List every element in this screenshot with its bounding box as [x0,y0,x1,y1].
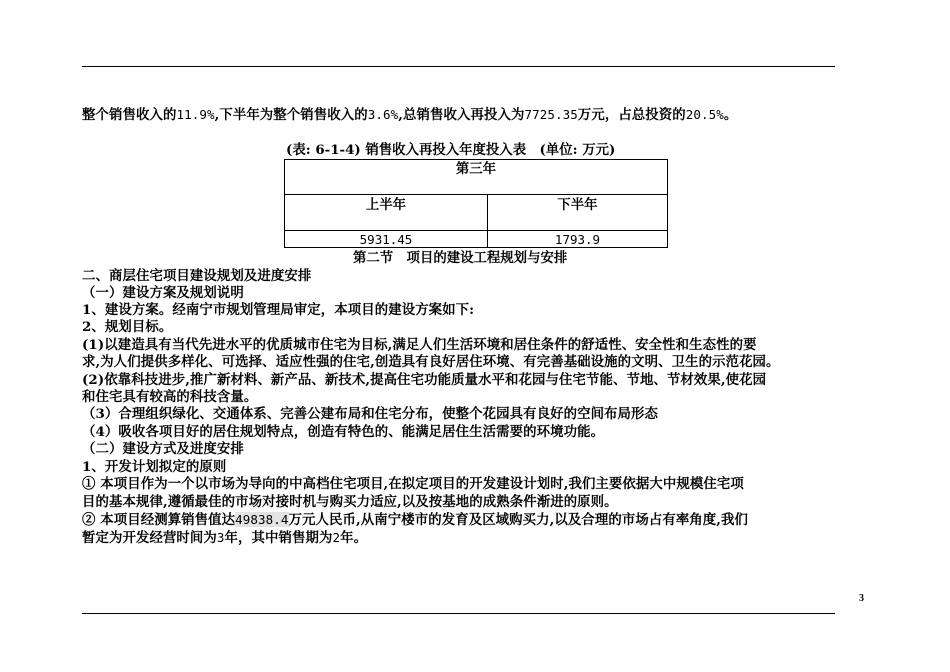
page-number: 3 [859,593,864,604]
text-fragment: 万元人民币,从南宁楼市的发育及区域购买力,以及合理的市场占有率角度,我们 [288,512,749,528]
body-line: (1)以建造具有当代先进水平的优质城市住宅为目标,满足人们生活环境和居住条件的舒适性、安全性和生态性的要 [82,337,757,353]
body-line: 1、建设方案。经南宁市规划管理局审定，本项目的建设方案如下: [82,302,475,318]
text-fragment: 万元，占总投资的 [577,107,686,123]
section-title: 第二节 项目的建设工程规划与安排 [353,250,568,266]
number-fragment: 11.9% [176,107,215,122]
table-col2-header: 下半年 [557,197,598,213]
investment-table [284,159,668,248]
text-fragment: ② 本项目经测算销售值达 [82,512,236,528]
body-line: 目的基本规律,遵循最佳的市场对接时机与购买力适应,以及按基地的成熟条件渐进的原则。 [82,494,618,510]
number-fragment: 3.6% [367,107,399,122]
body-line [82,511,748,529]
text-fragment: 暂定为开发经营时间为 [82,530,217,546]
number-fragment: 2 [332,530,341,545]
table-caption: (表: 6-1-4) 销售收入再投入年度投入表 (单位: 万元) [286,142,616,158]
text-fragment: 。 [723,107,738,123]
body-line: 求,为人们提供多样化、可选择、适应性强的住宅,创造具有良好居住环境、有完善基础设施的文明、卫生的示范花园。 [82,354,780,370]
table-col2-value: 1793.9 [554,232,601,247]
text-fragment: ,总销售收入再投入为 [398,107,525,123]
intro-paragraph-line [82,106,737,124]
number-fragment: 3 [216,530,225,545]
highlighted-number: 49838.4 [235,512,289,527]
body-line: ① 本项目作为一个以市场为导向的中高档住宅项目,在拟定项目的开发建设计划时,我们主要依据大中规模住宅项 [82,476,744,492]
footer-rule [82,613,835,614]
text-fragment: 年。 [340,530,368,546]
header-rule [82,66,835,67]
body-line: 1、开发计划拟定的原则 [82,459,227,475]
body-line: 二、商层住宅项目建设规划及进度安排 [82,268,312,284]
body-line: (2)依靠科技进步,推广新材料、新产品、新技术,提高住宅功能质量水平和花园与住宅节能、节地、节材效果,使花园 [82,372,767,388]
body-line: （二）建设方式及进度安排 [82,441,244,457]
text-fragment: 年，其中销售期为 [224,530,333,546]
body-line: 和住宅具有较高的科技含量。 [82,389,258,405]
number-fragment: 7725.35 [524,107,578,122]
table-header-year: 第三年 [455,161,497,177]
table-row-divider [285,194,667,195]
table-col1-header: 上半年 [365,197,407,213]
body-line: （4）吸收各项目好的居住规划特点，创造有特色的、能满足居住生活需要的环境功能。 [82,424,605,440]
number-fragment: 20.5% [685,107,724,122]
body-line: （3）合理组织绿化、交通体系、完善公建布局和住宅分布，使整个花园具有良好的空间布局形态 [82,406,659,422]
body-line: 2、规划目标。 [82,319,173,335]
text-fragment: ,下半年为整个销售收入的 [214,107,368,123]
body-line: （一）建设方案及规划说明 [82,285,244,301]
body-line [82,529,367,547]
table-col1-value: 5931.45 [359,232,413,247]
text-fragment: 整个销售收入的 [82,107,177,123]
